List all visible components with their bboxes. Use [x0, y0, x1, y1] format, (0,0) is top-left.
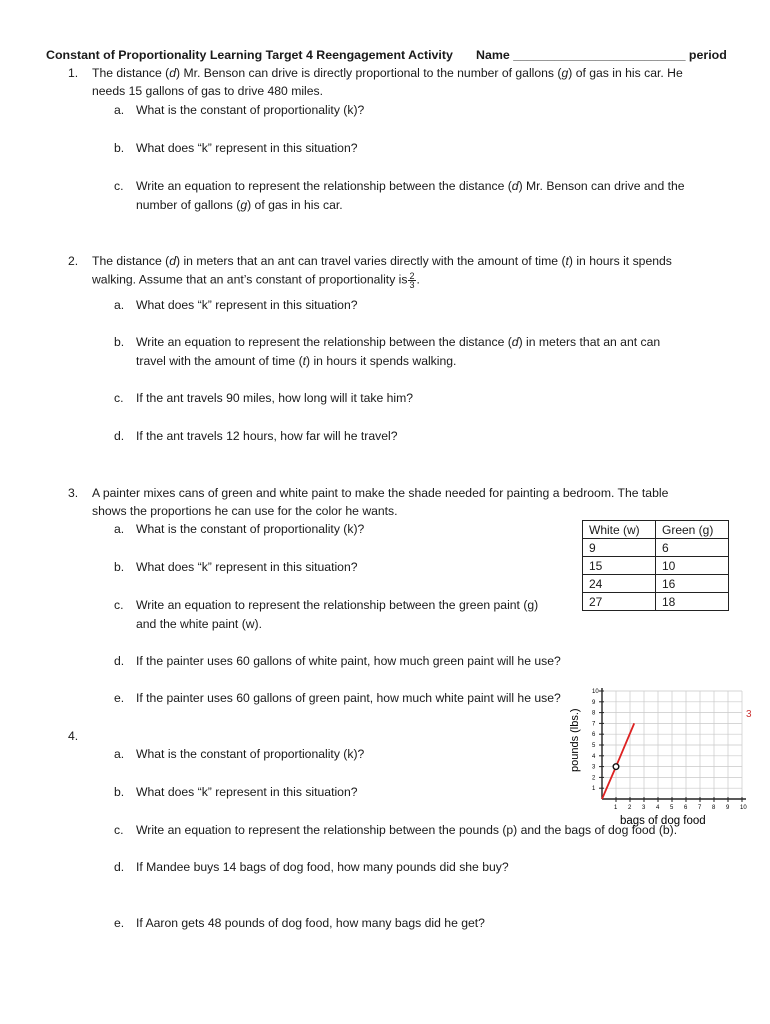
y-tick-label: 2	[592, 775, 596, 782]
q2-a-label: a.	[114, 298, 125, 312]
x-tick-label: 6	[684, 805, 688, 811]
q3-b-label: b.	[114, 560, 125, 574]
q3-a-label: a.	[114, 522, 125, 536]
y-tick-label: 6	[592, 732, 596, 739]
q1-text-line1: The distance (d) Mr. Benson can drive is directly proportional to the number of gallons (g) of gas in his car. He	[92, 66, 683, 80]
x-tick-label: 7	[698, 805, 702, 811]
dog-food-graph	[560, 672, 765, 830]
q1-text-line2: needs 15 gallons of gas to drive 480 miles.	[92, 84, 324, 98]
q1-a-label: a.	[114, 103, 125, 117]
q4-a-label: a.	[114, 747, 125, 761]
q1-a-question: What is the constant of proportionality (k)?	[136, 103, 365, 117]
y-tick-label: 10	[592, 689, 599, 695]
x-tick-label: 4	[656, 805, 660, 811]
q1-c-label: c.	[114, 179, 124, 193]
q2-d-label: d.	[114, 429, 125, 443]
table-cell: 15	[583, 557, 656, 575]
q4-d-label: d.	[114, 860, 125, 874]
q2-c-label: c.	[114, 391, 124, 405]
q3-number: 3.	[68, 486, 79, 500]
q2-a-question: What does “k” represent in this situation?	[136, 298, 358, 312]
q2-c-question: If the ant travels 90 miles, how long will it take him?	[136, 391, 414, 405]
q2-d-question: If the ant travels 12 hours, how far will he travel?	[136, 429, 398, 443]
q2-b-question-line2: travel with the amount of time (t) in hours it spends walking.	[136, 354, 457, 368]
q3-d-question: If the painter uses 60 gallons of white paint, how much green paint will he use?	[136, 654, 561, 668]
y-tick-label: 7	[592, 721, 596, 728]
table-cell: 6	[656, 539, 729, 557]
q1-b-question: What does “k” represent in this situation?	[136, 141, 358, 155]
y-tick-label: 3	[592, 764, 596, 771]
q3-e-question: If the painter uses 60 gallons of green paint, how much white paint will he use?	[136, 691, 561, 705]
paint-ratio-table	[582, 520, 729, 611]
q2-text-line1: The distance (d) in meters that an ant can travel varies directly with the amount of time (t) in hours it spends	[92, 254, 672, 268]
x-tick-label: 5	[670, 805, 674, 811]
y-tick-label: 8	[592, 710, 596, 717]
x-tick-label: 10	[740, 805, 747, 811]
y-tick-label: 5	[592, 743, 596, 749]
q3-d-label: d.	[114, 654, 125, 668]
y-tick-label: 9	[592, 699, 596, 706]
table-cell: 9	[583, 539, 656, 557]
q1-c-question-line2: number of gallons (g) of gas in his car.	[136, 198, 343, 212]
q4-d-question: If Mandee buys 14 bags of dog food, how many pounds did she buy?	[136, 860, 509, 874]
q2-number: 2.	[68, 254, 79, 268]
q4-b-label: b.	[114, 785, 125, 799]
table-row	[583, 557, 729, 575]
table-row	[583, 593, 729, 611]
q2-b-label: b.	[114, 335, 125, 349]
x-tick-label: 8	[712, 805, 716, 811]
q2-b-question-line1: Write an equation to represent the relationship between the distance (d) in meters that an ant can	[136, 335, 661, 349]
name-period-field: Name _________________________ period	[476, 48, 727, 62]
table-cell: 16	[656, 575, 729, 593]
table-header-cell: Green (g)	[656, 521, 729, 539]
page-title: Constant of Proportionality Learning Target 4 Reengagement Activity	[46, 48, 453, 62]
q4-number: 4.	[68, 729, 79, 743]
y-tick-label: 1	[592, 786, 596, 793]
q3-c-label: c.	[114, 598, 124, 612]
q3-text-line2: shows the proportions he can use for the color he wants.	[92, 504, 398, 518]
y-axis-label: pounds (lbs.)	[569, 708, 581, 772]
fraction-two-thirds: $\frac{2}{3}$	[409, 271, 415, 290]
q3-a-question: What is the constant of proportionality (k)?	[136, 522, 365, 536]
series-line	[602, 723, 634, 799]
data-point	[613, 764, 619, 770]
q3-text-line1: A painter mixes cans of green and white paint to make the shade needed for painting a bedroom. The table	[92, 486, 669, 500]
table-cell: 27	[583, 593, 656, 611]
q1-b-label: b.	[114, 141, 125, 155]
q1-number: 1.	[68, 66, 79, 80]
q4-e-label: e.	[114, 916, 125, 930]
q3-c-question-line1: Write an equation to represent the relationship between the green paint (g)	[136, 598, 539, 612]
table-header-row	[583, 521, 729, 539]
q4-e-question: If Aaron gets 48 pounds of dog food, how many bags did he get?	[136, 916, 485, 930]
q2-text-line2: walking. Assume that an ant’s constant of proportionality is $\frac{2}{3}$ .	[92, 271, 420, 290]
x-tick-label: 9	[726, 805, 730, 811]
edge-mark: 3	[746, 709, 752, 720]
q3-b-question: What does “k” represent in this situation?	[136, 560, 358, 574]
q4-c-label: c.	[114, 823, 124, 837]
table-row	[583, 575, 729, 593]
q4-b-question: What does “k” represent in this situation?	[136, 785, 358, 799]
x-axis-label: bags of dog food	[620, 815, 706, 827]
y-tick-label: 4	[592, 753, 596, 760]
q3-e-label: e.	[114, 691, 125, 705]
q4-c-question: Write an equation to represent the relationship between the pounds (p) and the bags of dog food (b).	[136, 823, 678, 837]
table-cell: 10	[656, 557, 729, 575]
table-row	[583, 539, 729, 557]
q4-a-question: What is the constant of proportionality (k)?	[136, 747, 365, 761]
q3-c-question-line2: and the white paint (w).	[136, 617, 263, 631]
q1-c-question-line1: Write an equation to represent the relationship between the distance (d) Mr. Benson can drive and the	[136, 179, 685, 193]
graph-grid	[602, 691, 742, 799]
table-cell: 18	[656, 593, 729, 611]
x-tick-label: 3	[642, 805, 646, 811]
table-header-cell: White (w)	[583, 521, 656, 539]
x-tick-label: 1	[614, 805, 618, 811]
table-cell: 24	[583, 575, 656, 593]
x-tick-label: 2	[628, 805, 632, 811]
